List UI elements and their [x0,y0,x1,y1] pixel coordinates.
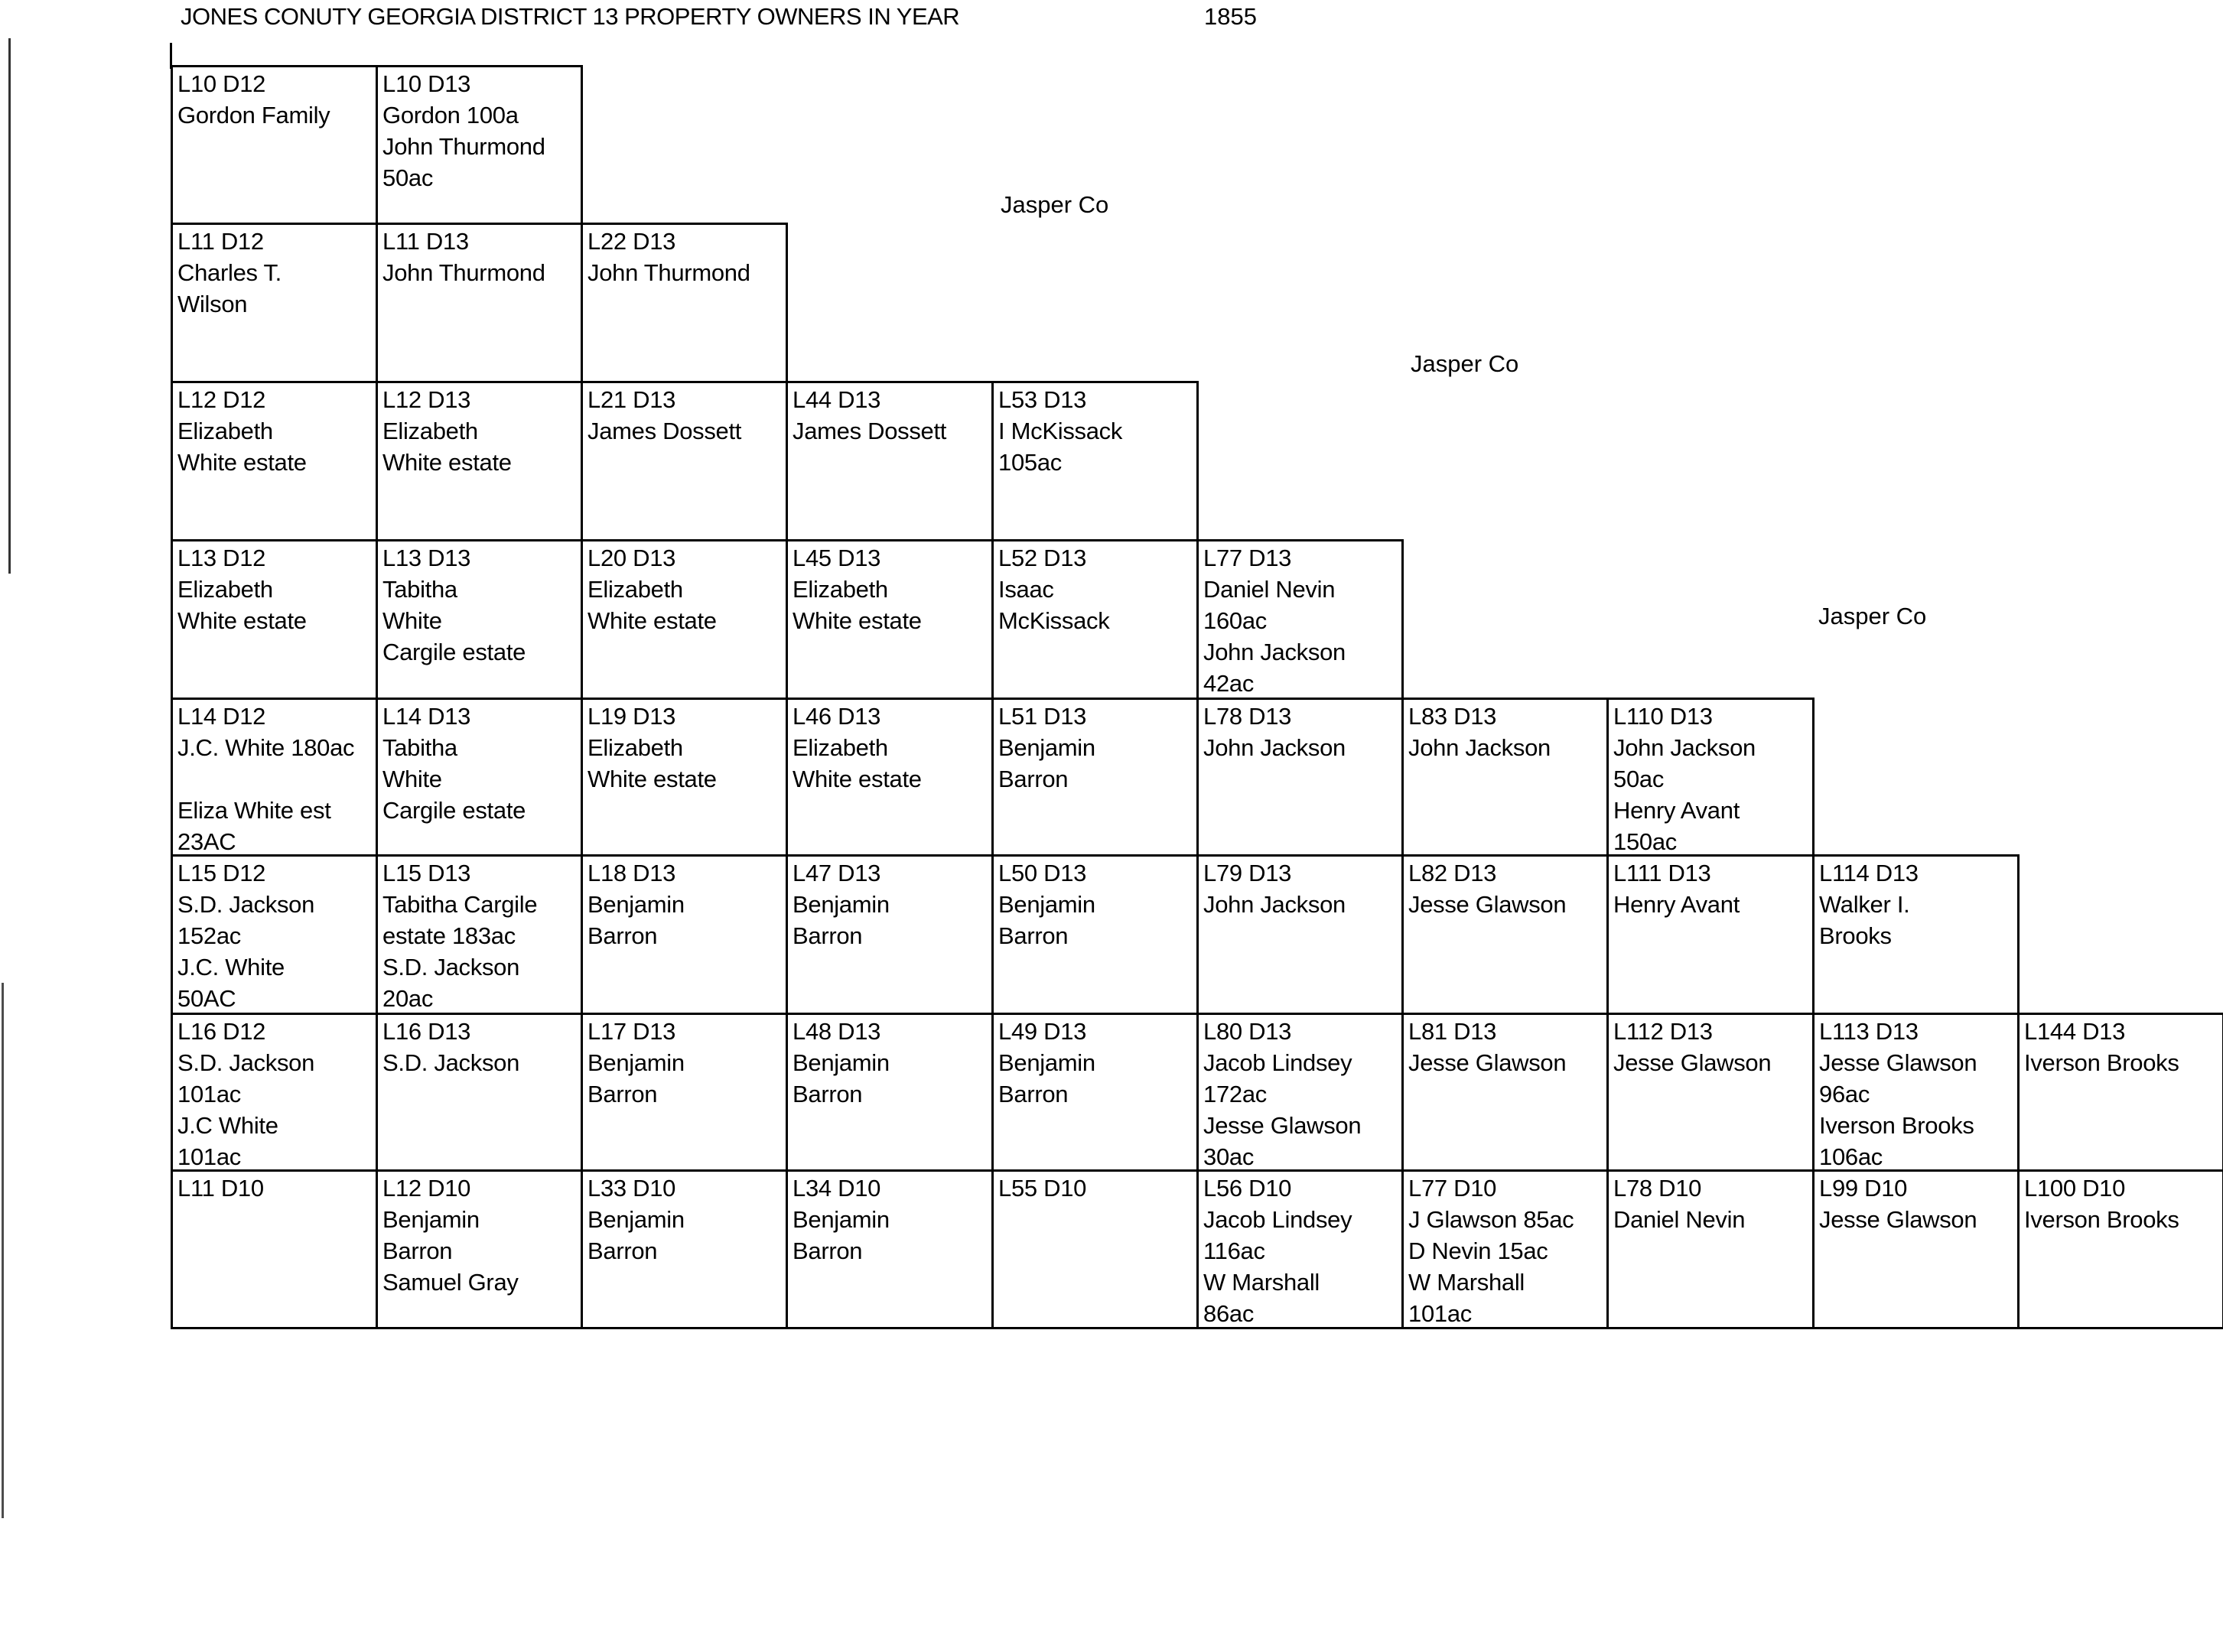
owner-line: Walker I. [1819,891,1910,918]
lot-id: L34 D10 [793,1175,881,1202]
owner-line: 106ac [1819,1143,1883,1170]
owner-line: White [382,766,442,792]
lot-cell [171,1169,378,1329]
owner-line: Elizabeth [587,734,683,761]
owner-line: J.C White [177,1112,278,1139]
lot-cell [991,539,1199,700]
lot-id: L15 D12 [177,860,266,886]
lot-cell [171,539,378,700]
owner-line: W Marshall [1408,1269,1525,1296]
lot-id: L112 D13 [1613,1018,1713,1045]
lot-id: L11 D10 [177,1175,264,1202]
owner-line: 160ac [1203,607,1267,634]
lot-cell [1812,854,2020,1015]
lot-cell [171,698,378,857]
lot-id: L45 D13 [793,545,881,571]
lot-cell [2017,1169,2223,1329]
lot-cell [1401,698,1609,857]
lot-id: L113 D13 [1819,1018,1919,1045]
lot-cell [171,1013,378,1172]
owner-line: Barron [998,766,1069,792]
owner-line: Barron [587,1081,658,1107]
lot-id: L48 D13 [793,1018,881,1045]
owner-line: Gordon Family [177,102,330,128]
owner-line: S.D. Jackson [382,1049,520,1076]
owner-line: Barron [998,922,1069,949]
owner-line: Benjamin [998,891,1095,918]
lot-cell [991,1169,1199,1329]
lot-cell [1401,854,1609,1015]
owner-line: James Dossett [793,418,947,444]
owner-line: Barron [793,1081,863,1107]
lot-cell [376,1013,583,1172]
lot-id: L14 D12 [177,703,266,730]
owner-line: John Jackson [1408,734,1551,761]
lot-cell [376,223,583,383]
lot-cell [171,854,378,1015]
lot-id: L111 D13 [1613,860,1711,886]
owner-line: White estate [177,607,307,634]
lot-cell [171,381,378,541]
owner-line: W Marshall [1203,1269,1320,1296]
county-label: Jasper Co [1001,191,1109,218]
lot-id: L12 D10 [382,1175,471,1202]
lot-id: L77 D10 [1408,1175,1497,1202]
lot-id: L78 D13 [1203,703,1292,730]
owner-line: John Jackson [1203,734,1346,761]
owner-line: Daniel Nevin [1203,576,1336,603]
lot-cell [1196,854,1404,1015]
lot-cell [581,539,788,700]
owner-line: Elizabeth [587,576,683,603]
owner-line: 30ac [1203,1143,1255,1170]
owner-line: White estate [793,607,922,634]
owner-line: Charles T. [177,259,282,286]
lot-id: L53 D13 [998,386,1087,413]
owner-line: estate 183ac [382,922,516,949]
owner-line: I McKissack [998,418,1123,444]
lot-cell [376,698,583,857]
owner-line: Iverson Brooks [2024,1049,2179,1076]
lot-id: L19 D13 [587,703,676,730]
lot-cell [991,381,1199,541]
owner-line: Cargile estate [382,639,526,665]
lot-cell [581,223,788,383]
lot-id: L17 D13 [587,1018,676,1045]
lot-id: L77 D13 [1203,545,1292,571]
lot-cell [1812,1013,2020,1172]
owner-line: Iverson Brooks [1819,1112,1974,1139]
lot-id: L11 D12 [177,228,264,255]
owner-line: 150ac [1613,828,1677,855]
owner-line: 101ac [1408,1300,1472,1327]
owner-line: 96ac [1819,1081,1870,1107]
lot-id: L81 D13 [1408,1018,1497,1045]
lot-id: L14 D13 [382,703,471,730]
owner-line: Gordon 100a [382,102,519,128]
owner-line: 20ac [382,985,434,1012]
lot-id: L78 D10 [1613,1175,1702,1202]
owner-line: Benjamin [793,1049,890,1076]
owner-line: James Dossett [587,418,742,444]
owner-line: 50ac [382,164,434,191]
lot-cell [786,854,994,1015]
owner-line: Barron [382,1237,453,1264]
lot-cell [171,65,378,225]
lot-id: L114 D13 [1819,860,1919,886]
lot-cell [171,223,378,383]
owner-line: Barron [998,1081,1069,1107]
owner-line: Jacob Lindsey [1203,1049,1352,1076]
owner-line: 101ac [177,1081,241,1107]
lot-cell [1606,854,1815,1015]
owner-line [177,763,371,795]
owner-line: Benjamin [587,1049,685,1076]
lot-cell [991,698,1199,857]
owner-line: Benjamin [382,1206,480,1233]
county-label: Jasper Co [1411,350,1519,377]
owner-line: John Thurmond [587,259,750,286]
lot-cell [581,381,788,541]
owner-line: 116ac [1203,1237,1265,1264]
owner-line: White estate [177,449,307,476]
owner-line: S.D. Jackson [177,891,315,918]
page-title: JONES CONUTY GEORGIA DISTRICT 13 PROPERTY OWNERS IN YEAR [181,3,960,30]
year-label: 1855 [1204,3,1257,30]
owner-line: Benjamin [587,1206,685,1233]
lot-id: L83 D13 [1408,703,1497,730]
scan-artifact-line [2,983,4,1518]
lot-id: L100 D10 [2024,1175,2126,1202]
owner-line: Benjamin [587,891,685,918]
owner-line: D Nevin 15ac [1408,1237,1548,1264]
lot-cell [1401,1013,1609,1172]
lot-id: L144 D13 [2024,1018,2126,1045]
lot-id: L110 D13 [1613,703,1713,730]
owner-line: 105ac [998,449,1062,476]
owner-line: Tabitha Cargile [382,891,538,918]
owner-line: J Glawson 85ac [1408,1206,1574,1233]
owner-line: Samuel Gray [382,1269,519,1296]
lot-cell [1196,698,1404,857]
owner-line: Cargile estate [382,797,526,824]
owner-line: White estate [587,607,717,634]
owner-line: 86ac [1203,1300,1255,1327]
lot-id: L11 D13 [382,228,469,255]
lot-id: L80 D13 [1203,1018,1292,1045]
lot-cell [376,65,583,225]
owner-line: Benjamin [998,734,1095,761]
owner-line: Elizabeth [382,418,478,444]
owner-line: J.C. White 180ac [177,734,355,761]
lot-cell [2017,1013,2223,1172]
lot-cell [1812,1169,2020,1329]
lot-id: L21 D13 [587,386,676,413]
lot-id: L99 D10 [1819,1175,1908,1202]
owner-line: Barron [793,1237,863,1264]
owner-line: McKissack [998,607,1110,634]
lot-id: L13 D12 [177,545,266,571]
lot-id: L49 D13 [998,1018,1087,1045]
lot-cell [991,1013,1199,1172]
lot-id: L44 D13 [793,386,881,413]
owner-line: Tabitha [382,576,457,603]
lot-cell [581,698,788,857]
owner-line: 172ac [1203,1081,1267,1107]
owner-line: Elizabeth [177,576,273,603]
owner-line: Benjamin [998,1049,1095,1076]
lot-id: L20 D13 [587,545,676,571]
owner-line: Henry Avant [1613,797,1740,824]
owner-line: Jesse Glawson [1819,1206,1977,1233]
owner-line: Elizabeth [177,418,273,444]
lot-id: L15 D13 [382,860,471,886]
lot-id: L79 D13 [1203,860,1292,886]
lot-id: L52 D13 [998,545,1087,571]
county-label: Jasper Co [1818,603,1927,629]
owner-line: John Thurmond [382,259,545,286]
owner-line: 42ac [1203,670,1255,697]
owner-line: 101ac [177,1143,241,1170]
owner-line: Tabitha [382,734,457,761]
owner-line: Eliza White est [177,797,331,824]
lot-id: L10 D13 [382,70,471,97]
lot-cell [1606,1013,1815,1172]
lot-id: L50 D13 [998,860,1087,886]
owner-line: Jesse Glawson [1613,1049,1772,1076]
lot-cell [1401,1169,1609,1329]
owner-line: 23AC [177,828,236,855]
lot-cell [786,381,994,541]
owner-line: John Jackson [1203,891,1346,918]
owner-line: John Thurmond [382,133,545,160]
owner-line: Benjamin [793,1206,890,1233]
lot-cell [376,381,583,541]
lot-id: L51 D13 [998,703,1087,730]
lot-cell [581,854,788,1015]
owner-line: Barron [587,1237,658,1264]
owner-line: John Jackson [1613,734,1756,761]
owner-line: Barron [793,922,863,949]
owner-line: Jesse Glawson [1819,1049,1977,1076]
owner-line: Brooks [1819,922,1892,949]
owner-line: Jacob Lindsey [1203,1206,1352,1233]
owner-line: Jesse Glawson [1408,891,1567,918]
lot-id: L47 D13 [793,860,881,886]
owner-line: Jesse Glawson [1408,1049,1567,1076]
owner-line: Benjamin [793,891,890,918]
lot-id: L16 D13 [382,1018,471,1045]
lot-cell [376,539,583,700]
owner-line: White estate [382,449,512,476]
owner-line: S.D. Jackson [382,954,520,980]
lot-id: L16 D12 [177,1018,266,1045]
lot-cell [581,1169,788,1329]
owner-line: S.D. Jackson [177,1049,315,1076]
owner-line: White estate [587,766,717,792]
lot-id: L33 D10 [587,1175,676,1202]
lot-cell [376,1169,583,1329]
lot-cell [1606,1169,1815,1329]
lot-id: L55 D10 [998,1175,1087,1202]
owner-line: 152ac [177,922,241,949]
lot-cell [786,539,994,700]
lot-id: L13 D13 [382,545,471,571]
lot-cell [1606,698,1815,857]
owner-line: Isaac [998,576,1054,603]
owner-line: White [382,607,442,634]
owner-line: White estate [793,766,922,792]
owner-line: 50AC [177,985,236,1012]
lot-cell [1196,539,1404,700]
lot-cell [376,854,583,1015]
owner-line: Elizabeth [793,734,888,761]
owner-line: J.C. White [177,954,285,980]
owner-line: Elizabeth [793,576,888,603]
scan-artifact-line [8,38,11,574]
owner-line: John Jackson [1203,639,1346,665]
lot-id: L46 D13 [793,703,881,730]
lot-id: L22 D13 [587,228,676,255]
lot-cell [786,1013,994,1172]
lot-id: L18 D13 [587,860,676,886]
owner-line: Henry Avant [1613,891,1740,918]
owner-line: 50ac [1613,766,1665,792]
owner-line: Barron [587,922,658,949]
lot-cell [581,1013,788,1172]
owner-line: Wilson [177,291,248,317]
lot-cell [786,698,994,857]
lot-id: L10 D12 [177,70,266,97]
lot-cell [786,1169,994,1329]
owner-line: Daniel Nevin [1613,1206,1746,1233]
lot-id: L12 D12 [177,386,266,413]
owner-line: Jesse Glawson [1203,1112,1362,1139]
lot-cell [991,854,1199,1015]
owner-line: Iverson Brooks [2024,1206,2179,1233]
lot-cell [1196,1169,1404,1329]
lot-cell [1196,1013,1404,1172]
lot-id: L56 D10 [1203,1175,1292,1202]
lot-id: L12 D13 [382,386,471,413]
lot-id: L82 D13 [1408,860,1497,886]
